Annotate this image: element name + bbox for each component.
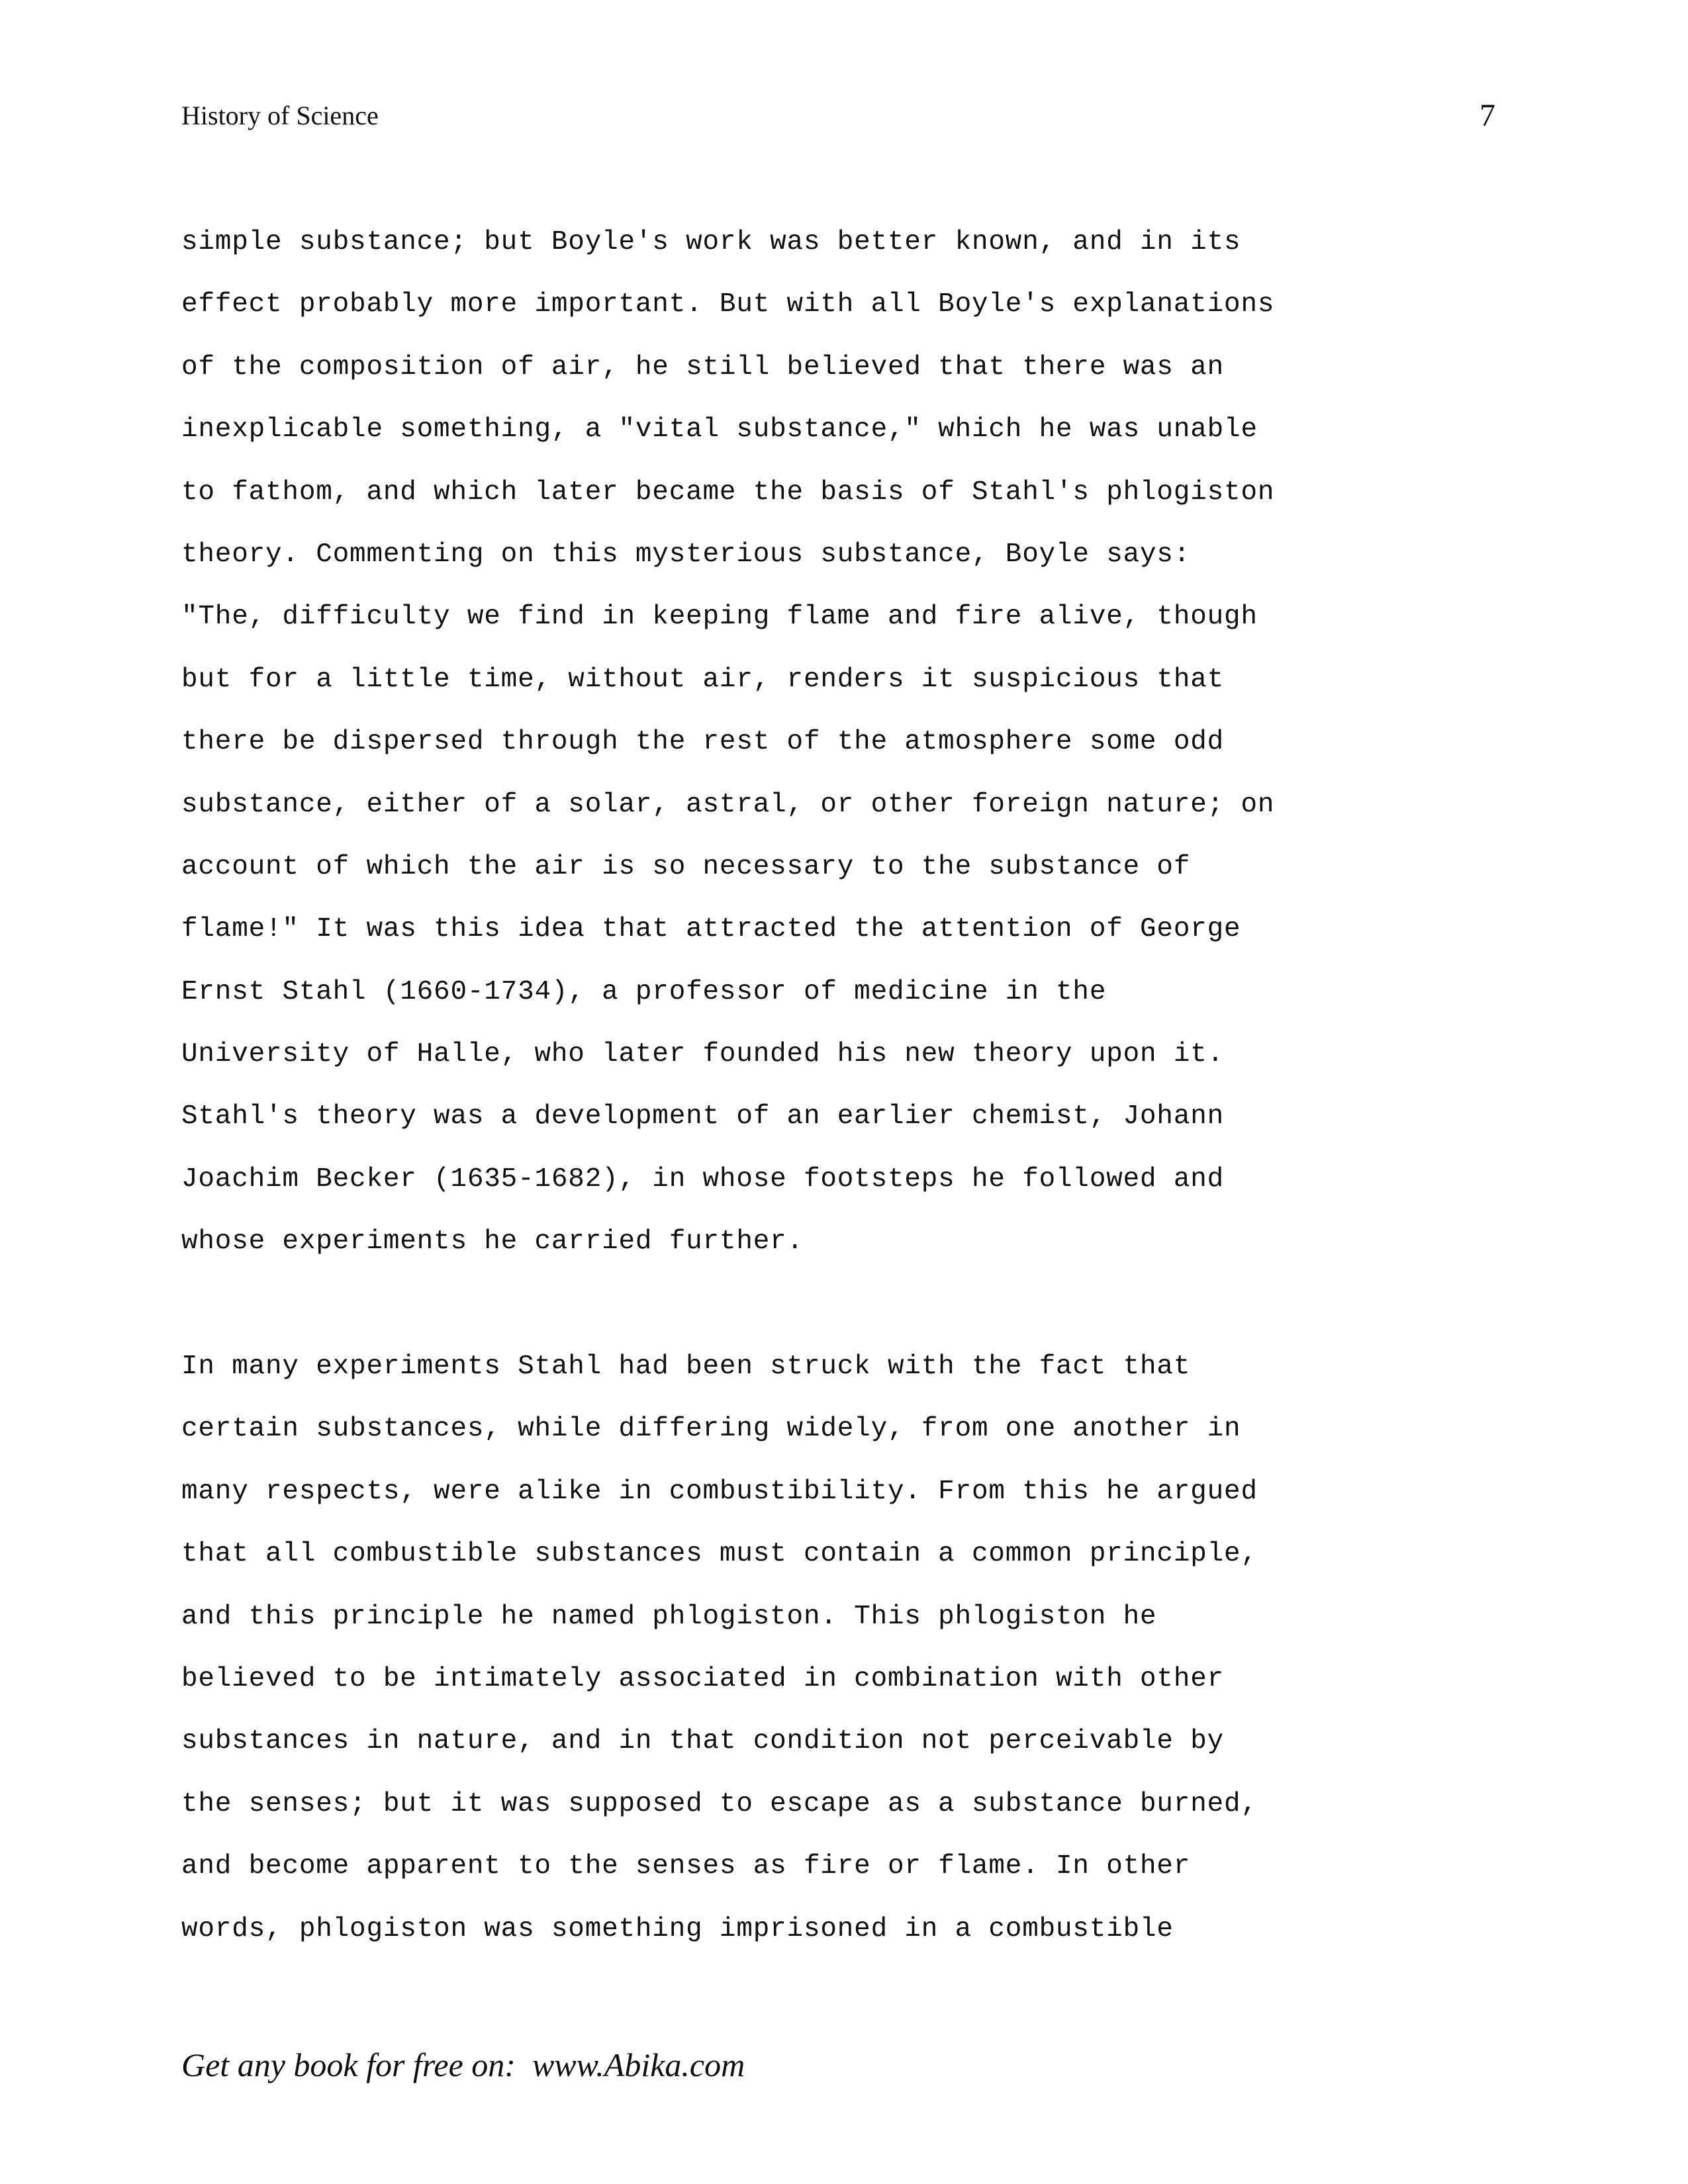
paragraph-2: [181, 1347, 1505, 1972]
text-line: theory. Commenting on this mysterious substance, Boyle says:: [181, 539, 1191, 570]
text-line: to fathom, and which later became the basis of Stahl's phlogiston: [181, 477, 1275, 508]
text-line: that all combustible substances must contain a common principle,: [181, 1539, 1258, 1570]
text-line: Stahl's theory was a development of an earlier chemist, Johann: [181, 1101, 1225, 1132]
text-line: substance, either of a solar, astral, or other foreign nature; on: [181, 789, 1275, 820]
text-line: the senses; but it was supposed to escape as a substance burned,: [181, 1788, 1258, 1819]
text-line: account of which the air is so necessary to the substance of: [181, 851, 1191, 882]
text-line: effect probably more important. But with all Boyle's explanations: [181, 289, 1275, 320]
text-line: simple substance; but Boyle's work was better known, and in its: [181, 227, 1241, 257]
text-line: words, phlogiston was something imprisoned in a combustible: [181, 1913, 1174, 1944]
text-line: inexplicable something, a "vital substance," which he was unable: [181, 414, 1258, 445]
text-line: Joachim Becker (1635-1682), in whose footsteps he followed and: [181, 1163, 1225, 1195]
paragraph-1: [181, 222, 1505, 1285]
running-header-title: History of Science: [181, 101, 379, 130]
text-line: In many experiments Stahl had been struck with the fact that: [181, 1351, 1191, 1382]
text-line: there be dispersed through the rest of the atmosphere some odd: [181, 727, 1225, 758]
text-line: and this principle he named phlogiston. This phlogiston he: [181, 1601, 1157, 1632]
text-line: certain substances, while differing widely, from one another in: [181, 1414, 1241, 1445]
text-line: believed to be intimately associated in combination with other: [181, 1663, 1225, 1694]
text-line: but for a little time, without air, renders it suspicious that: [181, 664, 1225, 695]
text-line: whose experiments he carried further.: [181, 1226, 804, 1257]
text-line: of the composition of air, he still believed that there was an: [181, 351, 1225, 383]
footer-note: Get any book for free on: www.Abika.com: [181, 2046, 745, 2083]
text-line: and become apparent to the senses as fire or flame. In other: [181, 1851, 1191, 1882]
text-line: Ernst Stahl (1660-1734), a professor of medicine in the: [181, 976, 1107, 1007]
text-line: substances in nature, and in that condition not perceivable by: [181, 1726, 1225, 1757]
page-number: 7: [1479, 98, 1495, 133]
text-line: many respects, were alike in combustibility. From this he argued: [181, 1476, 1258, 1507]
text-line: flame!" It was this idea that attracted the attention of George: [181, 914, 1241, 945]
text-line: "The, difficulty we find in keeping flame and fire alive, though: [181, 602, 1258, 633]
text-line: University of Halle, who later founded his new theory upon it.: [181, 1039, 1225, 1070]
